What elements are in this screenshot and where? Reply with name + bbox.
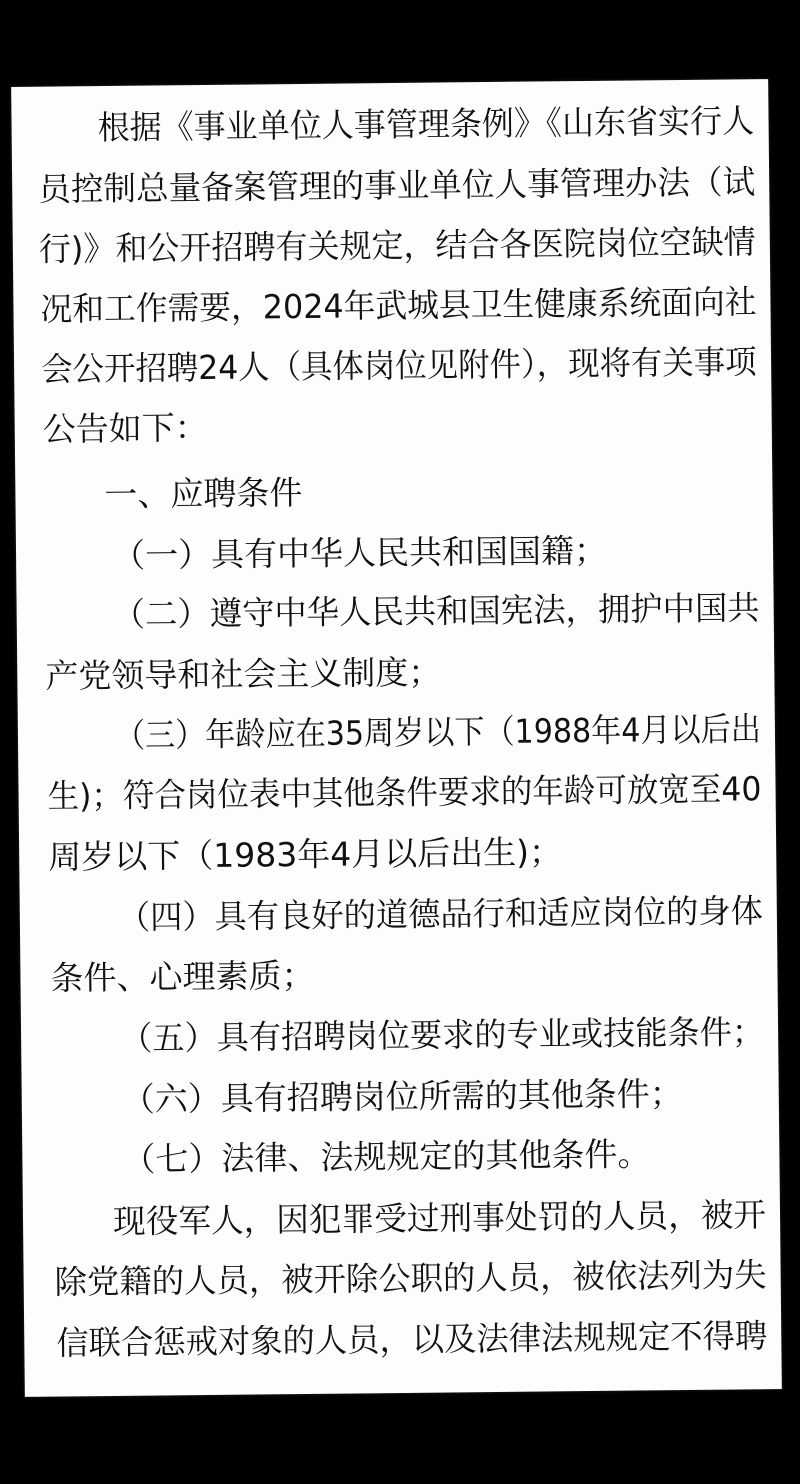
paragraph-line: 现役军人，因犯罪受过刑事处罚的人员，被开 bbox=[112, 1195, 767, 1241]
document-page bbox=[11, 79, 782, 1397]
paragraph-line: 信联合惩戒对象的人员，以及法律法规规定不得聘 bbox=[56, 1316, 768, 1363]
paragraph-line: 除党籍的人员，被开除公职的人员，被依法列为失 bbox=[54, 1255, 767, 1302]
paragraph-line: 公告如下： bbox=[42, 407, 208, 449]
paragraph-line: 条件、心理素质； bbox=[50, 955, 315, 998]
section-heading: 一、应聘条件 bbox=[104, 472, 303, 515]
list-item: （五）具有招聘岗位要求的专业或技能条件； bbox=[119, 1012, 765, 1058]
list-item: （六）具有招聘岗位所需的其他条件； bbox=[121, 1074, 683, 1119]
paragraph-line: 根据《事业单位人事管理条例》《山东省实行人 bbox=[97, 101, 755, 148]
list-item: （二）遵守中华人民共和国宪法，拥护中国共 bbox=[112, 588, 760, 634]
list-item: （七）法律、法规规定的其他条件。 bbox=[122, 1134, 651, 1179]
list-item: （一）具有中华人民共和国国籍； bbox=[111, 530, 608, 575]
paragraph-line: 周岁以下（1983年4月以后出生)； bbox=[48, 832, 563, 877]
paragraph-line: 会公开招聘24人（具体岗位见附件），现将有关事项 bbox=[40, 342, 757, 389]
paragraph-line: 产党领导和社会主义制度； bbox=[45, 652, 442, 696]
paragraph-line: 行)》和公开招聘有关规定，结合各医院岗位空缺情 bbox=[38, 222, 756, 269]
list-item: （四）具有良好的道德品行和适应岗位的身体 bbox=[117, 891, 764, 937]
paragraph-line: 生)；符合岗位表中其他条件要求的年龄可放宽至40 bbox=[47, 769, 762, 816]
paragraph-line: 员控制总量备案管理的事业单位人事管理办法（试 bbox=[38, 162, 756, 209]
list-item: （三）年龄应在35周岁以下（1988年4月以后出 bbox=[114, 709, 762, 755]
paragraph-line: 况和工作需要，2024年武城县卫生健康系统面向社 bbox=[40, 282, 757, 329]
